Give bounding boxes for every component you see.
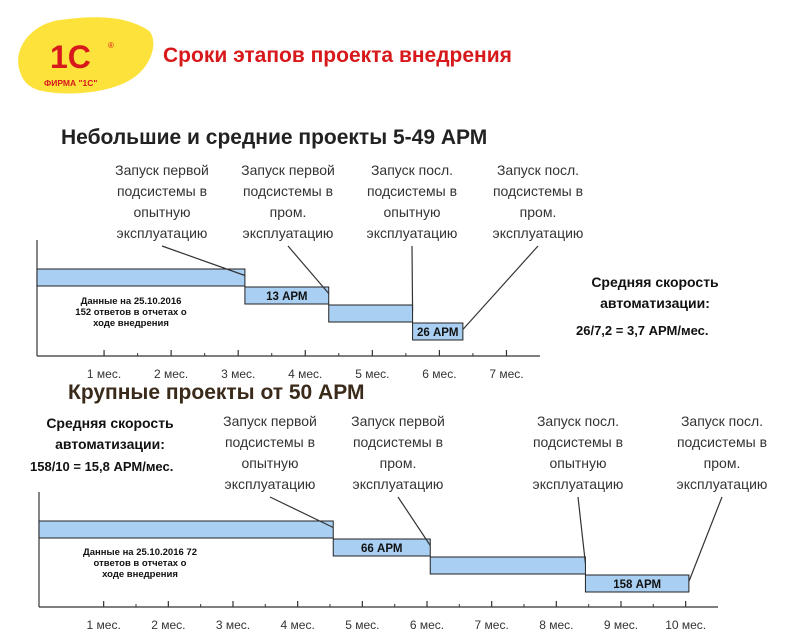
milestone-pointer (689, 497, 722, 582)
chart1-note-line: 152 ответов в отчетах о (75, 307, 187, 318)
milestone-label-line: Запуск посл. (536, 413, 620, 429)
milestone-label-line: Запуск посл. (370, 162, 454, 178)
milestone-label-line: опытную (549, 455, 607, 471)
milestone-label-line: Запуск первой (223, 413, 317, 429)
milestone-label-line: подсистемы в (366, 183, 458, 199)
x-tick-label: 3 мес. (215, 618, 251, 632)
milestone-label-line: подсистемы в (676, 434, 768, 450)
x-tick-label: 9 мес. (603, 618, 639, 632)
gantt-bar-label: 13 АРМ (266, 291, 308, 303)
milestone-label-line: эксплуатацию (492, 225, 584, 241)
x-tick-label: 3 мес. (221, 367, 256, 381)
x-tick-label: 7 мес. (489, 367, 524, 381)
chart2-speed-label-line: Средняя скорость (46, 415, 174, 431)
milestone-label-line: подсистемы в (116, 183, 208, 199)
page-title: Сроки этапов проекта внедрения (163, 44, 512, 67)
chart2-speed-label-line: автоматизации: (55, 436, 165, 452)
milestone-label-line: пром. (379, 455, 417, 471)
milestone-label-line: подсистемы в (532, 434, 624, 450)
milestone-pointer (398, 497, 430, 546)
logo-subtitle: ФИРМА "1С" (44, 78, 98, 88)
milestone-label-line: эксплуатацию (532, 476, 624, 492)
milestone-label-line: опытную (133, 204, 191, 220)
chart2-speed-value: 158/10 = 15,8 АРМ/мес. (30, 459, 174, 474)
milestone-label-line: пром. (519, 204, 557, 220)
gantt-bar-label: 158 АРМ (613, 579, 662, 591)
milestone-label-line: пром. (703, 455, 741, 471)
gantt-bar-label: 26 АРМ (417, 327, 459, 339)
chart1-note-line: Данные на 25.10.2016 (80, 296, 182, 307)
x-tick-label: 6 мес. (422, 367, 457, 381)
milestone-label-line: Запуск посл. (496, 162, 580, 178)
chart1-note-line: ходе внедрения (93, 318, 169, 329)
chart1-speed-label-line: Средняя скорость (591, 274, 719, 290)
milestone-label-line: эксплуатацию (352, 476, 444, 492)
chart2-note-line: ответов в отчетах о (93, 558, 187, 569)
gantt-bar (39, 521, 333, 538)
logo-brand: 1С (50, 39, 91, 75)
milestone-label-line: эксплуатацию (676, 476, 768, 492)
milestone-label-line: пром. (269, 204, 307, 220)
chart1-title: Небольшие и средние проекты 5-49 АРМ (61, 126, 488, 149)
x-tick-label: 2 мес. (151, 618, 186, 632)
milestone-label-line: Запуск посл. (680, 413, 764, 429)
x-tick-label: 5 мес. (355, 367, 390, 381)
x-tick-label: 2 мес. (154, 367, 189, 381)
milestone-label-line: подсистемы в (492, 183, 584, 199)
chart1-speed-label-line: автоматизации: (600, 295, 710, 311)
chart2-title: Крупные проекты от 50 АРМ (68, 381, 365, 404)
milestone-label-line: Запуск первой (241, 162, 335, 178)
x-tick-label: 1 мес. (86, 618, 121, 632)
milestone-label-line: Запуск первой (351, 413, 445, 429)
milestone-label-line: подсистемы в (352, 434, 444, 450)
milestone-label-line: эксплуатацию (366, 225, 458, 241)
milestone-label-line: эксплуатацию (116, 225, 208, 241)
x-tick-label: 1 мес. (86, 367, 122, 381)
x-tick-label: 8 мес. (539, 618, 574, 632)
milestone-label-line: опытную (241, 455, 299, 471)
gantt-bar-label: 66 АРМ (361, 543, 403, 555)
milestone-label-line: эксплуатацию (224, 476, 316, 492)
milestone-label-line: эксплуатацию (242, 225, 334, 241)
milestone-label-line: подсистемы в (242, 183, 334, 199)
milestone-label-line: подсистемы в (224, 434, 316, 450)
logo-mark: ® (108, 41, 114, 50)
milestone-label-line: опытную (383, 204, 441, 220)
chart1-speed-value: 26/7,2 = 3,7 АРМ/мес. (576, 323, 709, 338)
x-tick-label: 4 мес. (280, 618, 315, 632)
x-tick-label: 5 мес. (345, 618, 380, 632)
x-tick-label: 4 мес. (288, 367, 323, 381)
x-tick-label: 7 мес. (474, 618, 509, 632)
gantt-bar (430, 557, 585, 574)
x-tick-label: 10 мес. (665, 618, 707, 632)
milestone-pointer (578, 497, 585, 564)
x-tick-label: 6 мес. (409, 618, 445, 632)
chart2-note-line: Данные на 25.10.2016 72 (83, 547, 197, 558)
chart2-note-line: ходе внедрения (102, 569, 178, 580)
chart2-note (40, 547, 240, 580)
milestone-label-line: Запуск первой (115, 162, 209, 178)
